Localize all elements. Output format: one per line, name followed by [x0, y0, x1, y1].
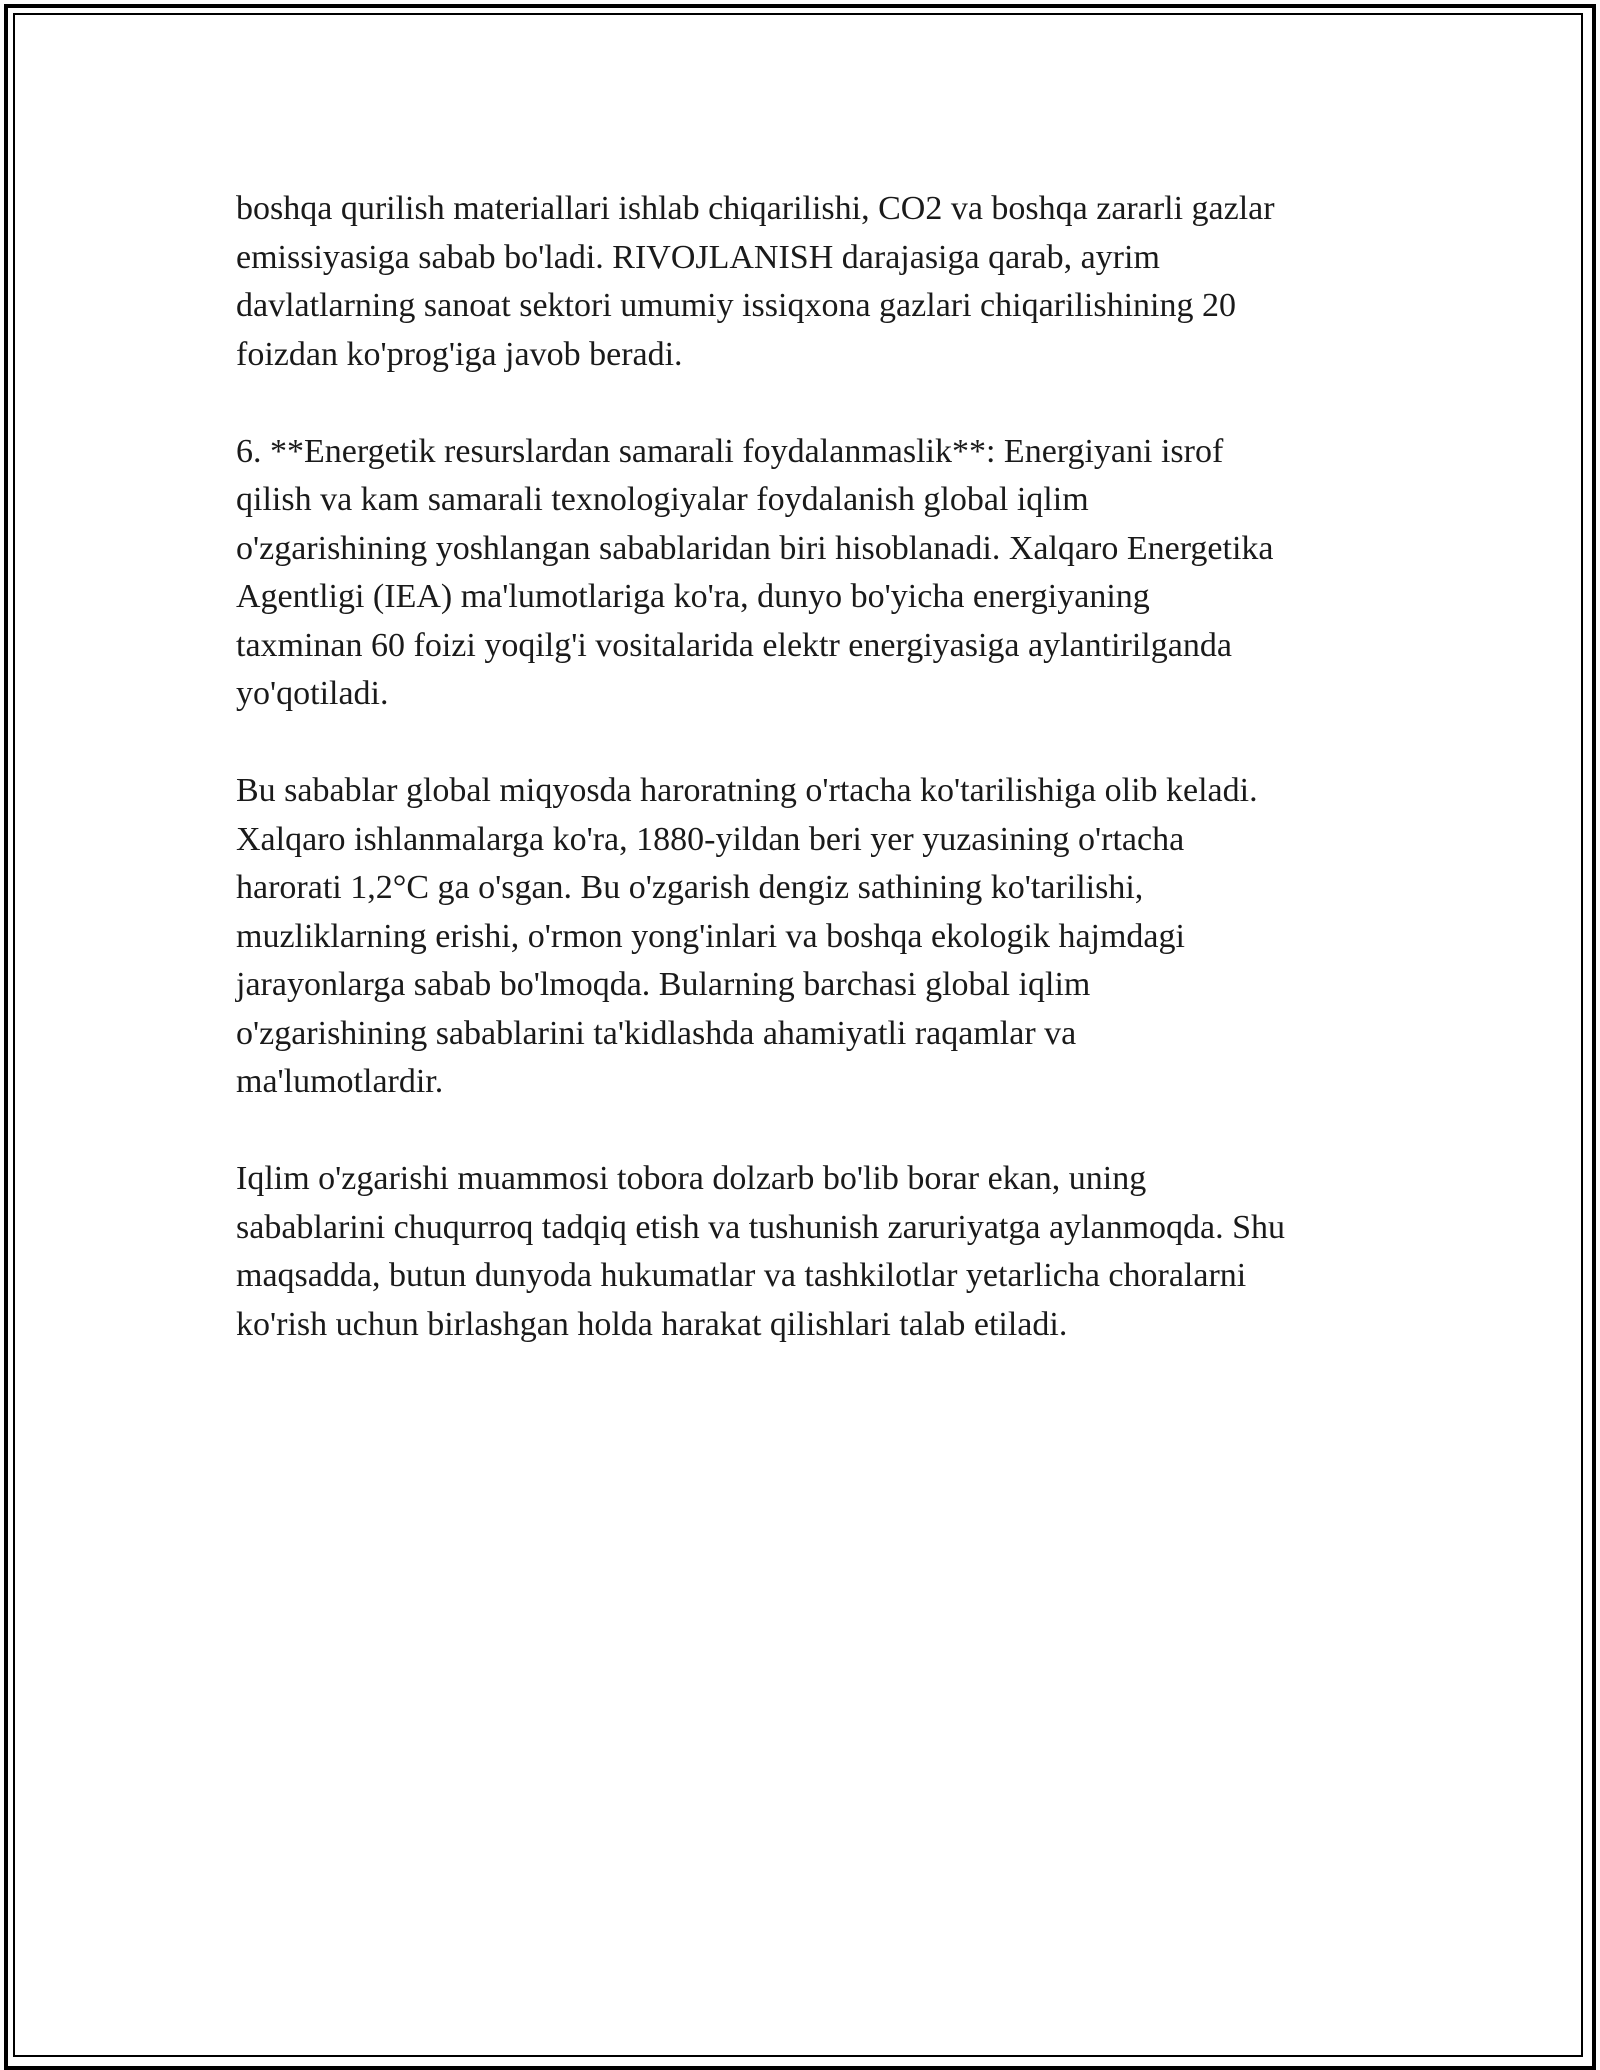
text-line: ma'lumotlardir.	[236, 1063, 444, 1100]
text-line: sabablarini chuqurroq tadqiq etish va tushunish zaruriyatga aylanmoqda. Shu	[236, 1208, 1286, 1246]
text-line: taxminan 60 foizi yoqilg'i vositalarida elektr energiyasiga aylantirilganda	[236, 626, 1232, 664]
text-line: emissiyasiga sabab bo'ladi. RIVOJLANISH darajasiga qarab, ayrim	[236, 238, 1160, 276]
text-line: davlatlarning sanoat sektori umumiy issiqxona gazlari chiqarilishining 20	[236, 287, 1236, 324]
text-line: Agentligi (IEA) ma'lumotlariga ko'ra, dunyo bo'yicha energiyaning	[236, 578, 1150, 615]
text-line: boshqa qurilish materiallari ishlab chiqarilishi, CO2 va boshqa zararli gazlar	[236, 190, 1275, 227]
text-line: harorati 1,2°C ga o'sgan. Bu o'zgarish dengiz sathining ko'tarilishi,	[236, 869, 1144, 906]
text-line: maqsadda, butun dunyoda hukumatlar va tashkilotlar yetarlicha choralarni	[236, 1257, 1247, 1294]
text-line: yo'qotiladi.	[236, 675, 389, 712]
text-line: muzliklarning erishi, o'rmon yong'inlari va boshqa ekologik hajmdagi	[236, 917, 1185, 955]
text-line: jarayonlarga sabab bo'lmoqda. Bularning barchasi global iqlim	[236, 966, 1091, 1003]
text-line: o'zgarishining sabablarini ta'kidlashda ahamiyatli raqamlar va	[236, 1014, 1077, 1052]
document-body	[236, 185, 1396, 1398]
paragraph-industry-emissions	[236, 185, 1396, 379]
text-line: ko'rish uchun birlashgan holda harakat qilishlari talab etiladi.	[236, 1305, 1068, 1343]
text-line: foizdan ko'prog'iga javob beradi.	[236, 335, 683, 373]
text-line: 6. **Energetik resurslardan samarali foydalanmaslik**: Energiyani isrof	[236, 432, 1224, 470]
text-line: Bu sabablar global miqyosda haroratning o'rtacha ko'tarilishiga olib keladi.	[236, 772, 1258, 809]
text-line: Iqlim o'zgarishi muammosi tobora dolzarb bo'lib borar ekan, uning	[236, 1160, 1147, 1197]
text-line: o'zgarishining yoshlangan sabablaridan biri hisoblanadi. Xalqaro Energetika	[236, 529, 1274, 567]
text-line: Xalqaro ishlanmalarga ko'ra, 1880-yildan beri yer yuzasining o'rtacha	[236, 820, 1185, 858]
paragraph-temperature-rise	[236, 767, 1396, 1107]
paragraph-conclusion	[236, 1155, 1396, 1349]
text-line: qilish va kam samarali texnologiyalar foydalanish global iqlim	[236, 481, 1089, 518]
paragraph-energy-inefficiency	[236, 428, 1396, 719]
